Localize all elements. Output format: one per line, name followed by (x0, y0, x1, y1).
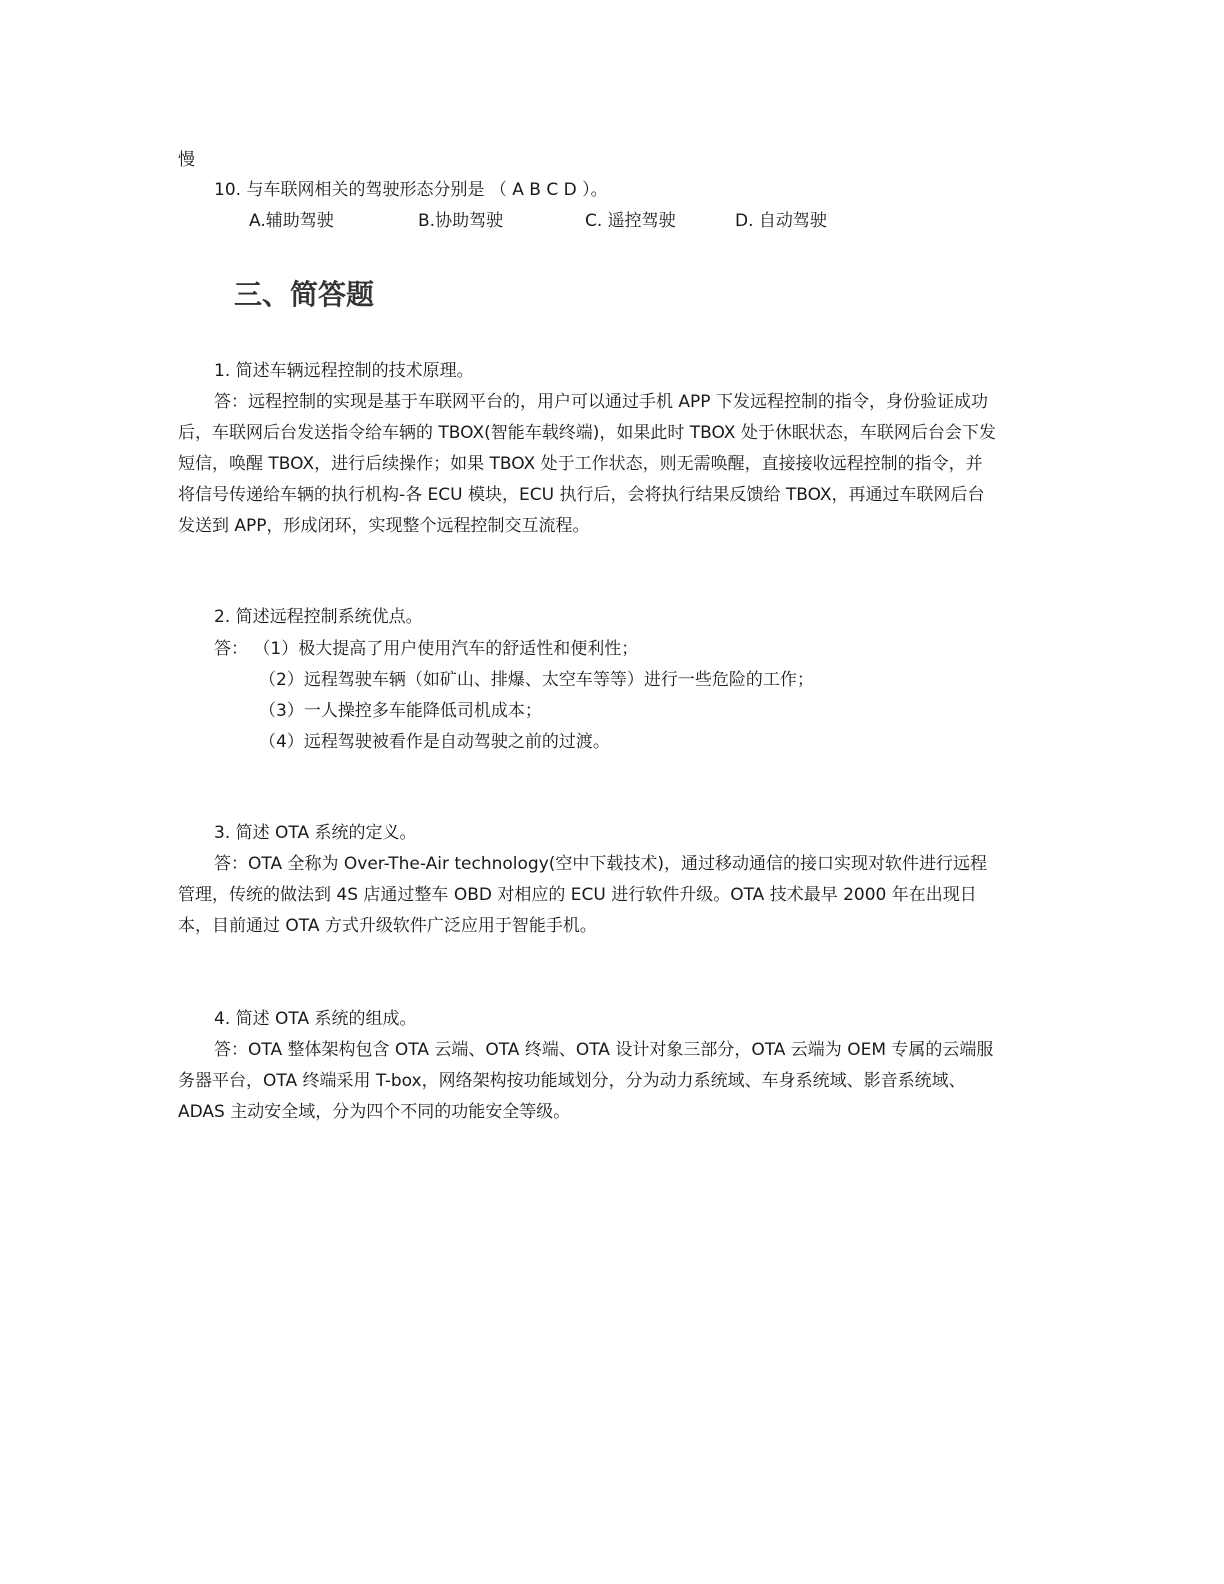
option-d: D. 自动驾驶 (735, 211, 827, 231)
item-2-question: 2. 简述远程控制系统优点。 (214, 607, 423, 627)
item-1-answer-line: 将信号传递给车辆的执行机构-各 ECU 模块，ECU 执行后，会将执行结果反馈给 TBOX，再通过车联网后台 (178, 485, 985, 505)
section-title: 三、简答题 (234, 278, 375, 311)
item-1-answer-line: 后，车联网后台发送指令给车辆的 TBOX(智能车载终端)，如果此时 TBOX 处于休眠状态，车联网后台会下发 (178, 423, 996, 443)
item-3-answer-line: 答：OTA 全称为 Over-The-Air technology(空中下载技术)，通过移动通信的接口实现对软件进行远程 (214, 854, 988, 874)
item-3-answer-line: 管理，传统的做法到 4S 店通过整车 OBD 对相应的 ECU 进行软件升级。OTA 技术最早 2000 年在出现日 (178, 885, 977, 905)
item-4-question: 4. 简述 OTA 系统的组成。 (214, 1009, 417, 1029)
item-4-answer-line: 务器平台，OTA 终端采用 T-box，网络架构按功能域划分，分为动力系统域、车身系统域、影音系统域、 (178, 1071, 966, 1091)
item-4-answer-line: ADAS 主动安全域，分为四个不同的功能安全等级。 (178, 1102, 571, 1122)
item-4-answer-line: 答：OTA 整体架构包含 OTA 云端、OTA 终端、OTA 设计对象三部分，OTA 云端为 OEM 专属的云端服 (214, 1040, 994, 1060)
item-2-answer-line: 答： （1）极大提高了用户使用汽车的舒适性和便利性； (214, 639, 639, 659)
item-2-answer-line: （2）远程驾驶车辆（如矿山、排爆、太空车等等）进行一些危险的工作； (259, 670, 814, 690)
option-a: A.辅助驾驶 (249, 211, 334, 231)
item-1-answer-line: 发送到 APP，形成闭环，实现整个远程控制交互流程。 (178, 516, 590, 536)
item-3-answer-line: 本，目前通过 OTA 方式升级软件广泛应用于智能手机。 (178, 916, 597, 936)
question-10-stem: 10. 与车联网相关的驾驶形态分别是 （ A B C D ）。 (214, 180, 608, 200)
option-c: C. 遥控驾驶 (585, 211, 676, 231)
continuation-fragment: 慢 (178, 150, 195, 170)
item-1-question: 1. 简述车辆远程控制的技术原理。 (214, 361, 474, 381)
item-2-answer-line: （4）远程驾驶被看作是自动驾驶之前的过渡。 (259, 732, 610, 752)
option-b: B.协助驾驶 (418, 211, 504, 231)
item-3-question: 3. 简述 OTA 系统的定义。 (214, 823, 417, 843)
item-2-answer-line: （3）一人操控多车能降低司机成本； (259, 701, 542, 721)
item-1-answer-line: 答：远程控制的实现是基于车联网平台的，用户可以通过手机 APP 下发远程控制的指令，身份验证成功 (214, 392, 988, 412)
item-1-answer-line: 短信，唤醒 TBOX，进行后续操作；如果 TBOX 处于工作状态，则无需唤醒，直接接收远程控制的指令，并 (178, 454, 983, 474)
